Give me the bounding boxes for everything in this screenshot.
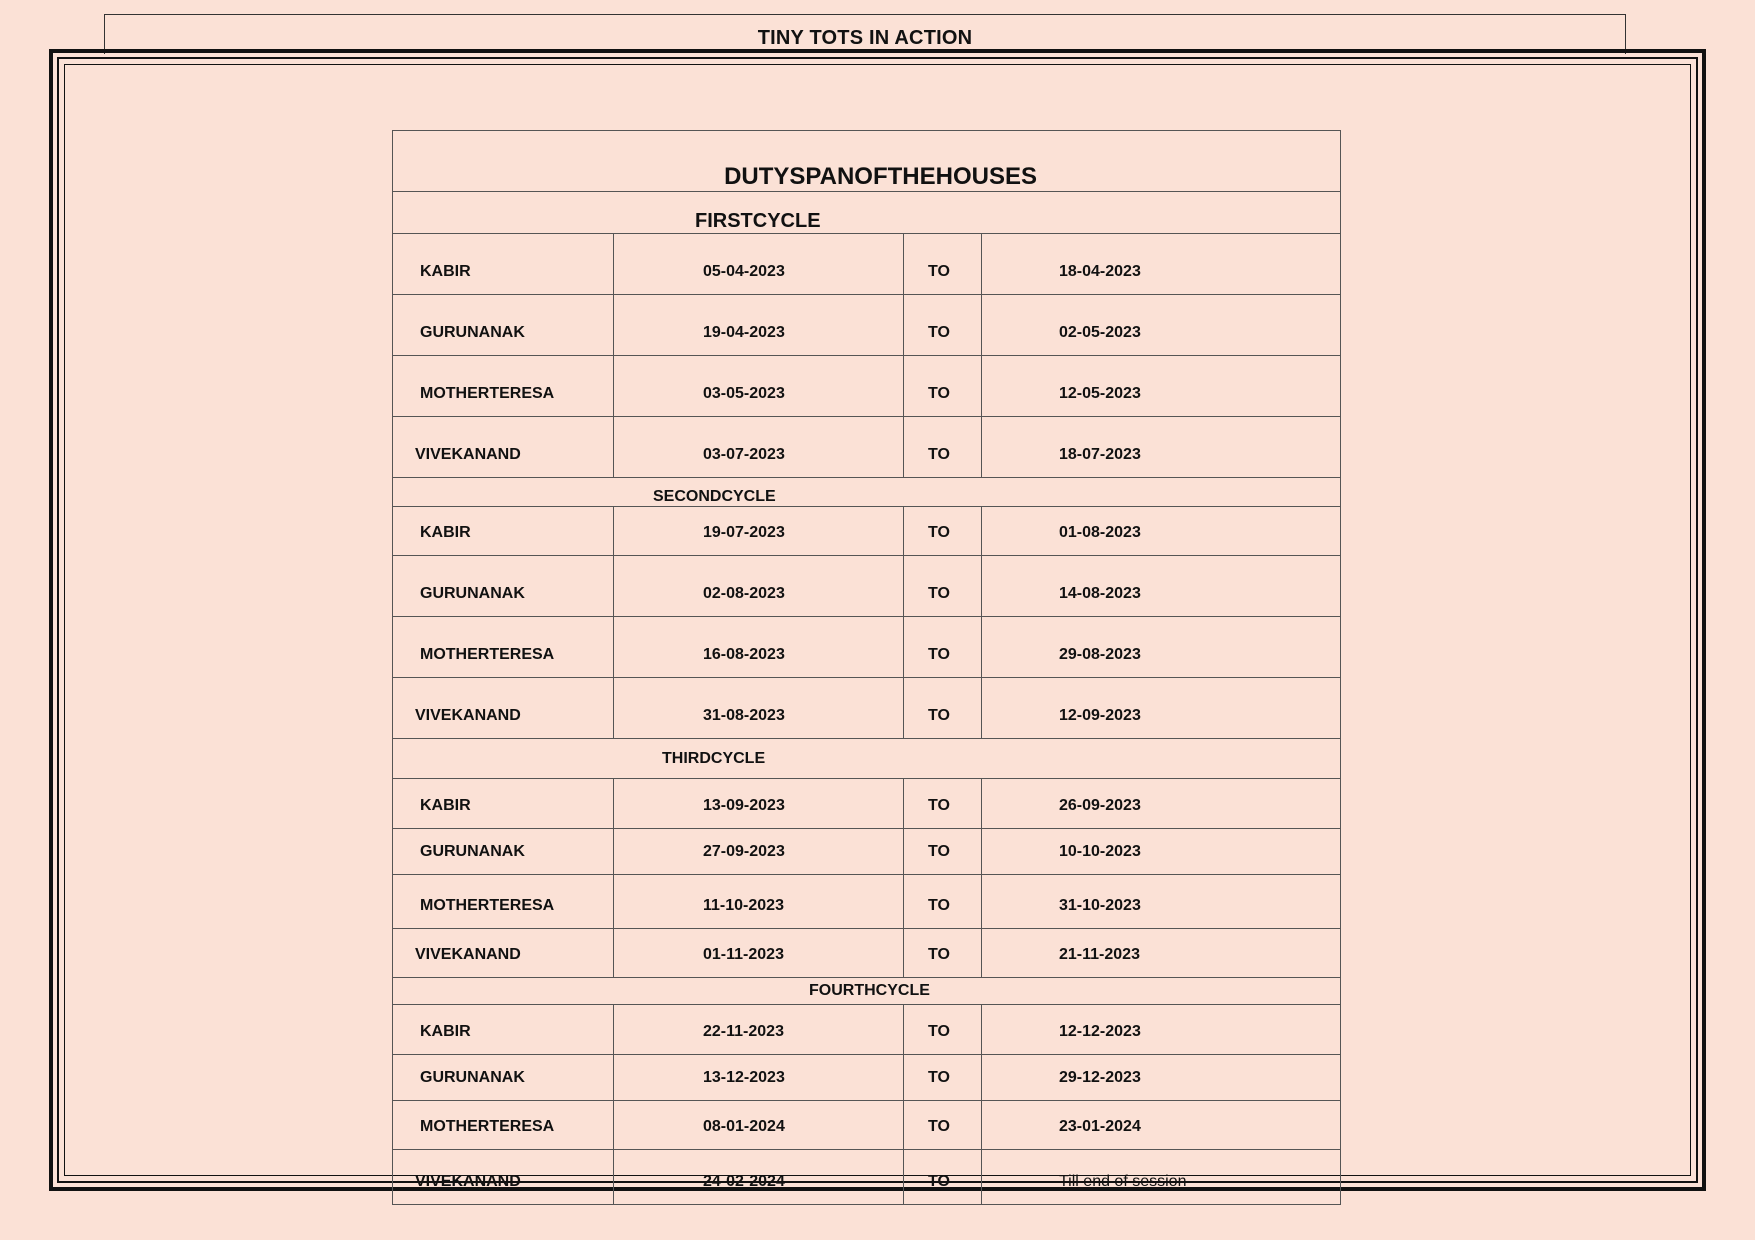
start-date-cell: 13-12-2023 bbox=[614, 1055, 904, 1101]
start-date-cell: 02-08-2023 bbox=[614, 556, 904, 617]
to-connector-cell: TO bbox=[904, 779, 982, 829]
end-date-cell: 02-05-2023 bbox=[982, 295, 1341, 356]
end-date-cell: 31-10-2023 bbox=[982, 875, 1341, 929]
house-name-cell: VIVEKANAND bbox=[393, 678, 614, 739]
start-date-cell: 03-05-2023 bbox=[614, 356, 904, 417]
end-date-cell: 18-04-2023 bbox=[982, 234, 1341, 295]
house-name-cell: MOTHERTERESA bbox=[393, 617, 614, 678]
end-date-cell: 29-08-2023 bbox=[982, 617, 1341, 678]
table-row bbox=[393, 1005, 1341, 1055]
house-name-cell: VIVEKANAND bbox=[393, 1150, 614, 1205]
to-connector-cell: TO bbox=[904, 1055, 982, 1101]
house-name-cell: GURUNANAK bbox=[393, 829, 614, 875]
house-name-cell: GURUNANAK bbox=[393, 556, 614, 617]
to-connector-cell: TO bbox=[904, 875, 982, 929]
house-name-cell: KABIR bbox=[393, 779, 614, 829]
house-name-cell: KABIR bbox=[393, 507, 614, 556]
start-date-cell: 13-09-2023 bbox=[614, 779, 904, 829]
table-row bbox=[393, 617, 1341, 678]
to-connector-cell: TO bbox=[904, 929, 982, 978]
end-date-cell: 12-12-2023 bbox=[982, 1005, 1341, 1055]
start-date-cell: 08-01-2024 bbox=[614, 1101, 904, 1150]
to-connector-cell: TO bbox=[904, 556, 982, 617]
table-title-row bbox=[393, 131, 1341, 192]
end-date-cell: Till end of session bbox=[982, 1150, 1341, 1205]
end-date-cell: 26-09-2023 bbox=[982, 779, 1341, 829]
house-name-cell: GURUNANAK bbox=[393, 295, 614, 356]
to-connector-cell: TO bbox=[904, 356, 982, 417]
end-date-cell: 23-01-2024 bbox=[982, 1101, 1341, 1150]
to-connector-cell: TO bbox=[904, 829, 982, 875]
house-name-cell: MOTHERTERESA bbox=[393, 1101, 614, 1150]
table-row bbox=[393, 556, 1341, 617]
to-connector-cell: TO bbox=[904, 507, 982, 556]
end-date-cell: 18-07-2023 bbox=[982, 417, 1341, 478]
table-row bbox=[393, 1101, 1341, 1150]
table-row bbox=[393, 1150, 1341, 1205]
table-title-cell bbox=[393, 131, 1341, 192]
table-row bbox=[393, 875, 1341, 929]
cycle-header-row bbox=[393, 192, 1341, 234]
cycle-label: FIRSTCYCLE bbox=[695, 210, 821, 232]
to-connector-cell: TO bbox=[904, 1101, 982, 1150]
to-connector-cell: TO bbox=[904, 617, 982, 678]
cycle-header-row bbox=[393, 739, 1341, 779]
start-date-cell: 22-11-2023 bbox=[614, 1005, 904, 1055]
house-name-cell: MOTHERTERESA bbox=[393, 875, 614, 929]
start-date-cell: 19-07-2023 bbox=[614, 507, 904, 556]
end-date-cell: 01-08-2023 bbox=[982, 507, 1341, 556]
start-date-cell: 16-08-2023 bbox=[614, 617, 904, 678]
start-date-cell: 01-11-2023 bbox=[614, 929, 904, 978]
table-row bbox=[393, 829, 1341, 875]
table-row bbox=[393, 779, 1341, 829]
start-date-cell: 05-04-2023 bbox=[614, 234, 904, 295]
to-connector-cell: TO bbox=[904, 1150, 982, 1205]
table-row bbox=[393, 356, 1341, 417]
cycle-label: SECONDCYCLE bbox=[653, 488, 776, 505]
start-date-cell: 19-04-2023 bbox=[614, 295, 904, 356]
to-connector-cell: TO bbox=[904, 1005, 982, 1055]
end-date-cell: 29-12-2023 bbox=[982, 1055, 1341, 1101]
cycle-header-row bbox=[393, 478, 1341, 507]
to-connector-cell: TO bbox=[904, 417, 982, 478]
to-connector-cell: TO bbox=[904, 234, 982, 295]
start-date-cell: 03-07-2023 bbox=[614, 417, 904, 478]
house-name-cell: KABIR bbox=[393, 1005, 614, 1055]
cycle-header-row bbox=[393, 978, 1341, 1005]
table-row bbox=[393, 234, 1341, 295]
start-date-cell: 27-09-2023 bbox=[614, 829, 904, 875]
to-connector-cell: TO bbox=[904, 678, 982, 739]
table-title: DUTYSPANOFTHEHOUSES bbox=[724, 163, 1037, 190]
end-date-cell: 14-08-2023 bbox=[982, 556, 1341, 617]
house-name-cell: KABIR bbox=[393, 234, 614, 295]
table-row bbox=[393, 929, 1341, 978]
table-row bbox=[393, 417, 1341, 478]
header-box bbox=[104, 14, 1626, 54]
end-date-cell: 21-11-2023 bbox=[982, 929, 1341, 978]
end-date-cell: 10-10-2023 bbox=[982, 829, 1341, 875]
cycle-label: THIRDCYCLE bbox=[662, 749, 766, 767]
table-row bbox=[393, 507, 1341, 556]
to-connector-cell: TO bbox=[904, 295, 982, 356]
duty-span-table bbox=[392, 130, 1341, 1205]
house-name-cell: VIVEKANAND bbox=[393, 417, 614, 478]
house-name-cell: GURUNANAK bbox=[393, 1055, 614, 1101]
table-row bbox=[393, 1055, 1341, 1101]
end-date-cell: 12-09-2023 bbox=[982, 678, 1341, 739]
house-name-cell: VIVEKANAND bbox=[393, 929, 614, 978]
cycle-label: FOURTHCYCLE bbox=[809, 982, 930, 999]
start-date-cell: 31-08-2023 bbox=[614, 678, 904, 739]
page-header-title: TINY TOTS IN ACTION bbox=[757, 27, 973, 49]
table-row bbox=[393, 678, 1341, 739]
start-date-cell: 24-02-2024 bbox=[614, 1150, 904, 1205]
house-name-cell: MOTHERTERESA bbox=[393, 356, 614, 417]
table-row bbox=[393, 295, 1341, 356]
end-date-cell: 12-05-2023 bbox=[982, 356, 1341, 417]
start-date-cell: 11-10-2023 bbox=[614, 875, 904, 929]
